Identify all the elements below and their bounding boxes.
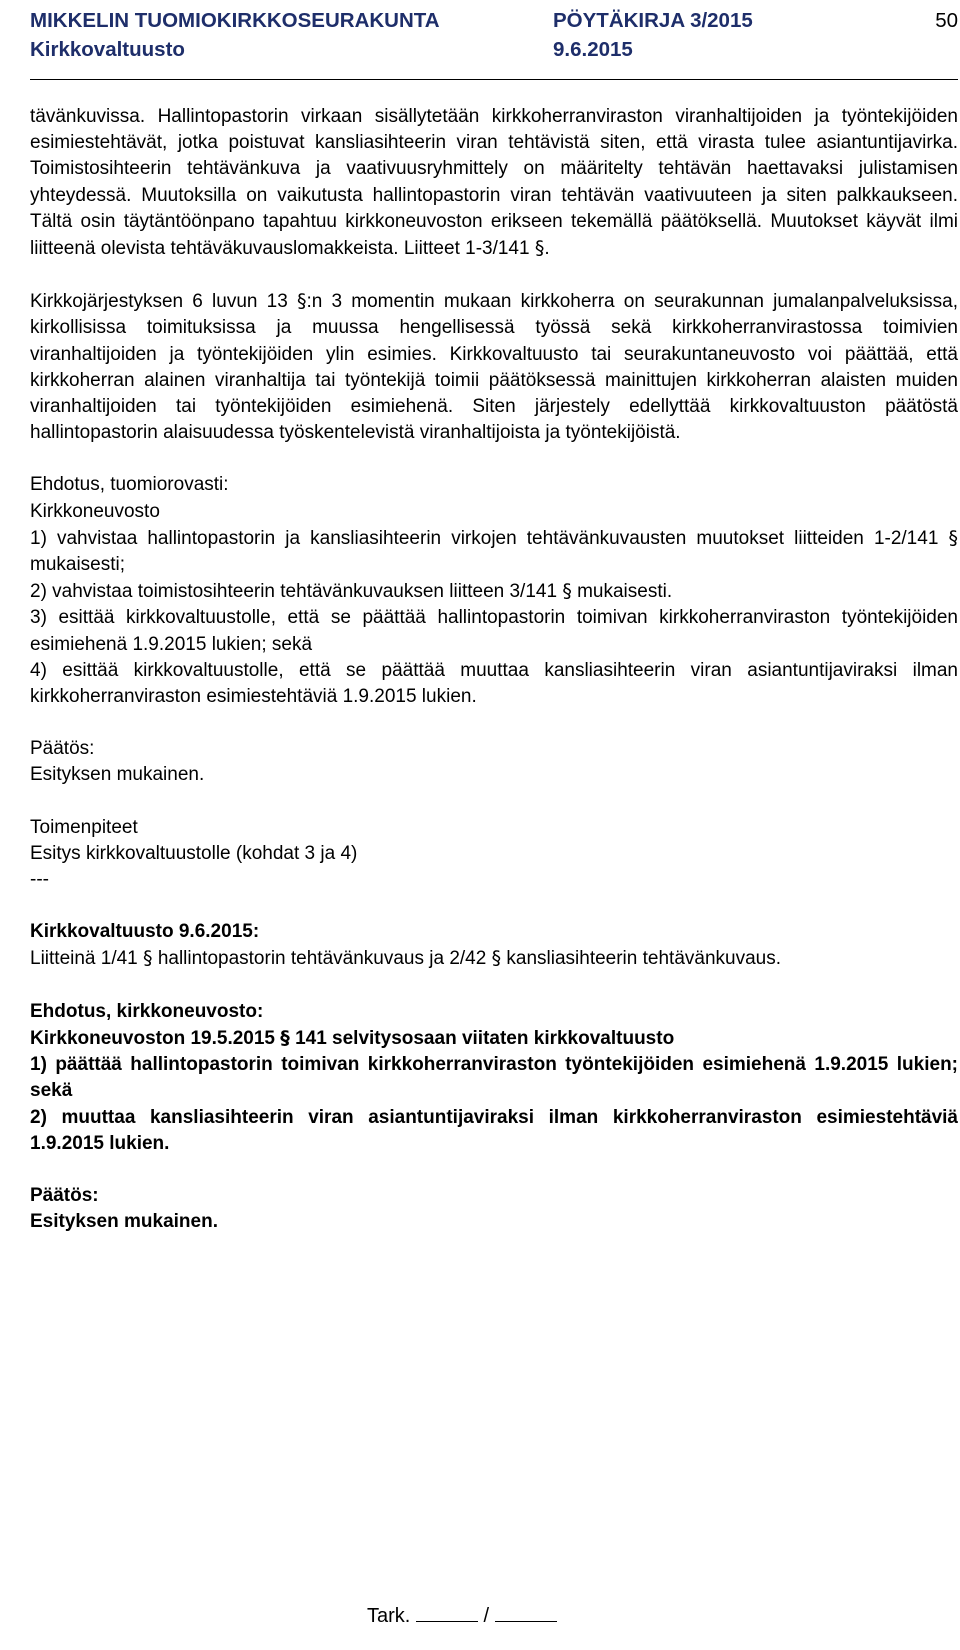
spacer <box>30 262 958 288</box>
actions-heading: Toimenpiteet <box>30 816 138 838</box>
section-symbol: § <box>562 580 572 603</box>
initials-blank-2 <box>495 1603 557 1622</box>
document-body <box>30 104 958 1235</box>
footer-slash: / <box>483 1605 490 1627</box>
decision2-text: Esityksen mukainen. <box>30 1211 218 1233</box>
header-doc: PÖYTÄKIRJA 3/2015 <box>553 9 753 32</box>
spacer <box>30 710 958 736</box>
proposal1-heading: Ehdotus, tuomiorovasti: <box>30 474 229 496</box>
header-date: 9.6.2015 <box>553 38 633 61</box>
proposal2-item2: 2) muuttaa kansliasihteerin viran asiantuntijaviraksi ilman kirkkoherranviraston esimiestehtäviä 1.9.2015 lukien. <box>30 1106 958 1154</box>
council-heading: Kirkkovaltuusto 9.6.2015: <box>30 921 260 943</box>
actions-text: Esitys kirkkovaltuustolle (kohdat 3 ja 4) <box>30 842 358 864</box>
spacer <box>30 1157 958 1183</box>
header-divider <box>30 79 958 80</box>
decision2-heading: Päätös: <box>30 1184 99 1206</box>
section-symbol: § <box>948 526 958 549</box>
spacer <box>30 893 958 919</box>
spacer <box>30 973 958 999</box>
header-left <box>30 6 440 64</box>
document-page <box>30 0 958 1650</box>
proposal2-heading: Ehdotus, kirkkoneuvosto: <box>30 1000 264 1022</box>
proposal1-item3: 3) esittää kirkkovaltuustolle, että se päättää hallintopastorin toimivan kirkkoherranviraston työntekijöiden esimiehenä 1.9.2015 lukien; sekä <box>30 607 958 655</box>
page-header <box>30 6 958 64</box>
paragraph-church-order <box>30 288 958 446</box>
header-body-name: Kirkkovaltuusto <box>30 38 185 61</box>
spacer <box>30 789 958 815</box>
council-attachments-end: kansliasihteerin tehtävänkuvaus. <box>506 948 781 970</box>
proposal2-line1 <box>30 1025 958 1052</box>
paragraph-church-order-start: Kirkkojärjestyksen 6 luvun 13 <box>30 291 288 313</box>
council-attachments-start: Liitteinä 1/41 <box>30 948 138 970</box>
paragraph-background <box>30 104 958 262</box>
decision1-heading: Päätös: <box>30 738 95 760</box>
section-symbol: § <box>534 237 545 260</box>
spacer <box>30 446 958 472</box>
header-org: MIKKELIN TUOMIOKIRKKOSEURAKUNTA <box>30 9 440 32</box>
section-symbol: § <box>296 290 307 313</box>
proposal1-subject: Kirkkoneuvosto <box>30 500 160 522</box>
council-attachments-middle: hallintopastorin tehtävänkuvaus ja 2/42 <box>157 948 487 970</box>
proposal1-item2-text: 2) vahvistaa toimistosihteerin tehtävänkuvauksen liitteen 3/141 <box>30 581 558 603</box>
proposal1-item1-end: mukaisesti; <box>30 554 126 576</box>
section-symbol: § <box>143 947 153 970</box>
proposal1-item2 <box>30 578 958 605</box>
council-attachments <box>30 945 958 972</box>
actions-separator: --- <box>30 869 49 891</box>
footer-label: Tark. <box>367 1605 411 1627</box>
proposal1-item1 <box>30 525 958 578</box>
proposal2-line1-end: 141 selvitysosaan viitaten kirkkovaltuusto <box>295 1027 675 1049</box>
section-symbol: § <box>491 947 502 970</box>
page-footer <box>367 1603 557 1629</box>
paragraph-background-end: . <box>544 238 550 260</box>
page-number: 50 <box>935 9 958 32</box>
proposal1-item1-text: 1) vahvistaa hallintopastorin ja kansliasihteerin virkojen tehtävänkuvausten muutokset liitteiden 1-2/141 <box>30 527 939 549</box>
proposal1-item2-end: mukaisesti. <box>577 581 673 603</box>
section-symbol: § <box>280 1026 290 1049</box>
proposal2-item1: 1) päättää hallintopastorin toimivan kirkkoherranviraston työntekijöiden esimiehenä 1.9.2015 lukien; sekä <box>30 1054 958 1102</box>
header-right <box>553 6 753 64</box>
proposal2-line1-start: Kirkkoneuvoston 19.5.2015 <box>30 1027 275 1049</box>
proposal1-item4: 4) esittää kirkkovaltuustolle, että se päättää muuttaa kansliasihteerin viran asiantuntijaviraksi ilman kirkkoherranviraston esimiestehtäviä 1.9.2015 lukien. <box>30 659 958 708</box>
paragraph-background-text: tävänkuvissa. Hallintopastorin virkaan sisällytetään kirkkoherranviraston viranhaltijoiden ja työntekijöiden esimiestehtävät, jotka poistuvat kansliasihteerin viran tehtävistä siten, että virasta tulee asiantuntijavirka. Toimistosihteerin tehtävänkuva ja vaativuusryhmittely on määritelty tehtävän haettavaksi julistamisen yhteydessä. Muutoksilla on vaikutusta hallintopastorin viran tehtävän vaativuuteen ja siten palkkaukseen. Tältä osin täytäntöönpano tapahtuu kirkkoneuvoston erikseen tekemällä päätöksellä. Muutokset käyvät ilmi liitteenä olevista tehtäväkuvauslomakkeista. Liitteet 1-3/141 <box>30 106 958 260</box>
initials-blank-1 <box>416 1603 478 1622</box>
decision1-text: Esityksen mukainen. <box>30 764 205 786</box>
paragraph-church-order-text: :n 3 momentin mukaan kirkkoherra on seurakunnan jumalanpalveluksissa, kirkollisissa toimituksissa ja muussa hengellisessä työssä sekä kirkkoherranvirastossa toimivien viranhaltijoiden ja työntekijöiden ylin esimies. Kirkkovaltuusto tai seurakuntaneuvosto voi päättää, että kirkkoherran alainen viranhaltija tai työntekijä toimii päätöksessä mainittujen kirkkoherran alaisten muiden viranhaltijoiden tai työntekijöiden esimiehenä. Siten järjestely edellyttää kirkkovaltuuston päätöstä hallintopastorin alaisuudessa työskentelevistä viranhaltijoista ja työntekijöistä. <box>30 291 958 444</box>
